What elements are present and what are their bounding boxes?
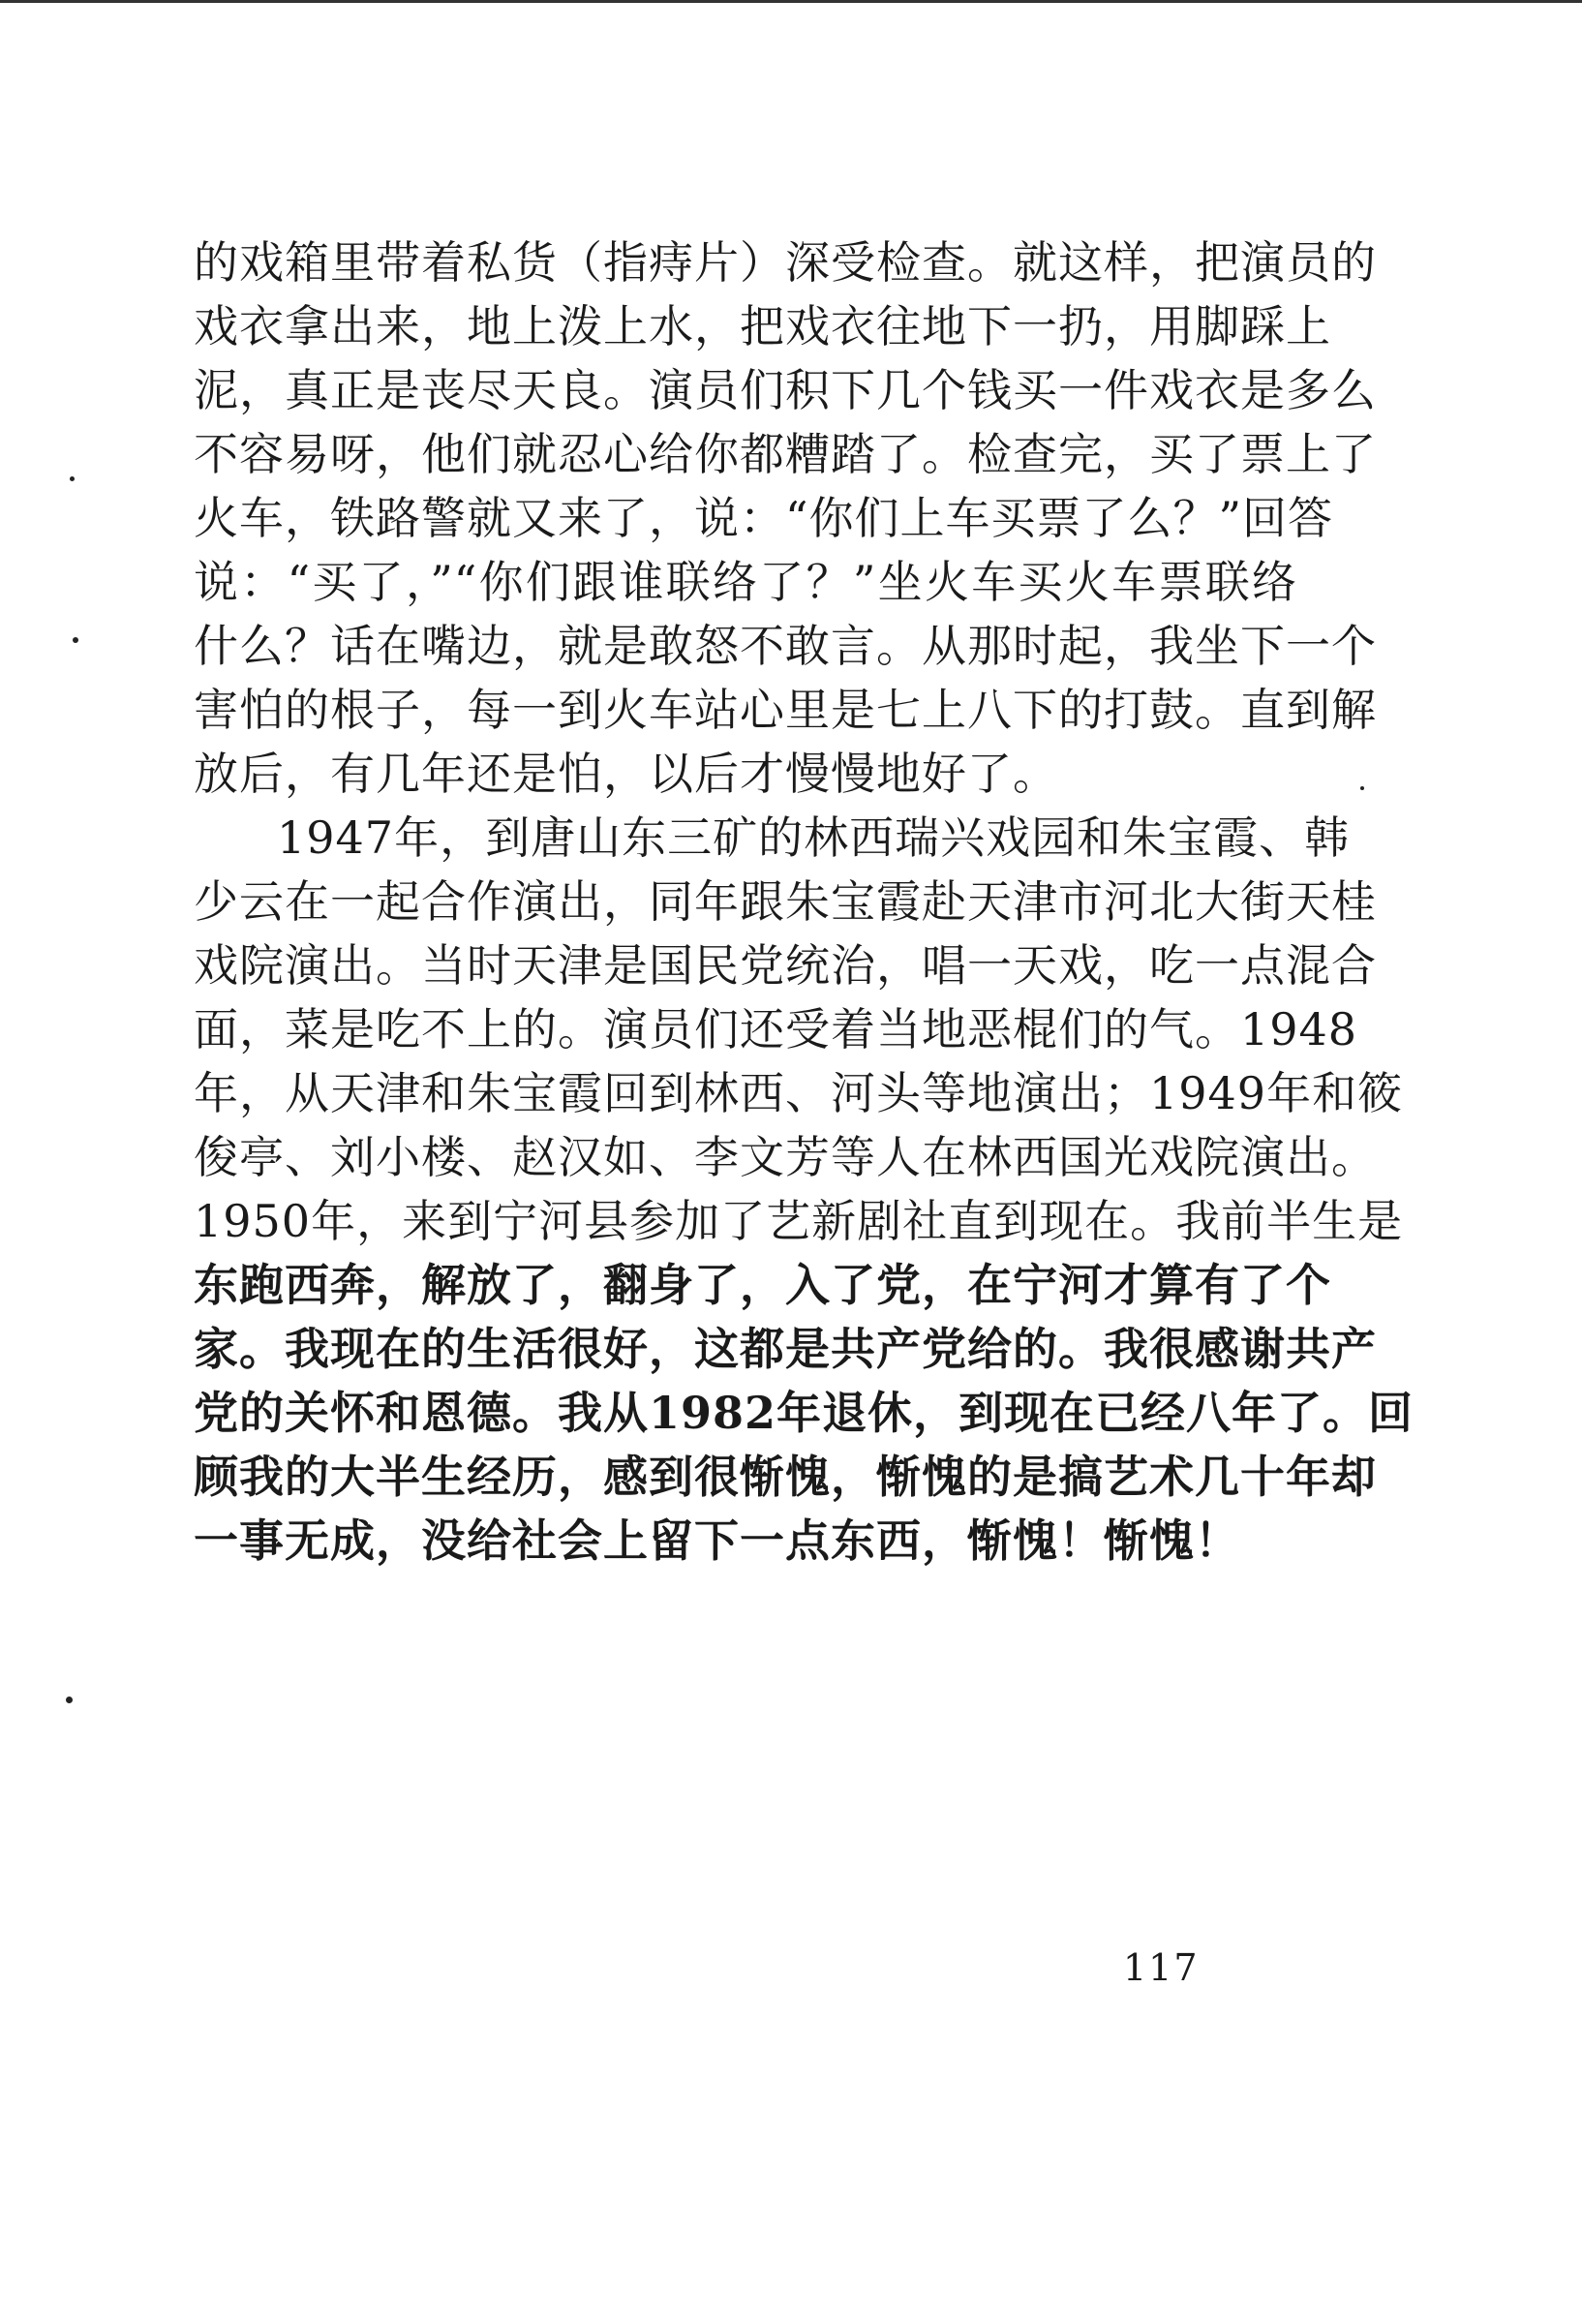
text-line: 1950年，来到宁河县参加了艺新剧社直到现在。我前半生是 (194, 1195, 1404, 1247)
text-line: 1947年，到唐山东三矿的林西瑞兴戏园和朱宝霞、韩 (277, 811, 1351, 864)
text-line: 的戏箱里带着私货（指痔片）深受检查。就这样，把演员的 (194, 236, 1377, 289)
text-line: 说：“买了，”“你们跟谁联络了？”坐火车买火车票联络 (194, 556, 1297, 608)
text-line: 面，菜是吃不上的。演员们还受着当地恶棍们的气。1948 (194, 1003, 1358, 1055)
text-line: 一事无成，没给社会上留下一点东西，惭愧！惭愧！ (194, 1514, 1240, 1567)
text-line: 党的关怀和恩德。我从1982年退休，到现在已经八年了。回 (194, 1387, 1415, 1439)
text-line: 什么？话在嘴边，就是敢怒不敢言。从那时起，我坐下一个 (194, 620, 1377, 672)
text-line: 放后，有几年还是怕，以后才慢慢地好了。 (194, 748, 1058, 800)
scan-speck (66, 1697, 73, 1703)
text-line: 戏衣拿出来，地上泼上水，把戏衣往地下一扔，用脚踩上 (194, 300, 1331, 352)
page-number: 117 (1123, 1946, 1200, 1989)
text-line: 火车，铁路警就又来了，说：“你们上车买票了么？”回答 (194, 492, 1334, 544)
text-line: 害怕的根子，每一到火车站心里是七上八下的打鼓。直到解 (194, 684, 1377, 736)
text-line: 家。我现在的生活很好，这都是共产党给的。我很感谢共产 (194, 1323, 1377, 1375)
text-line: 东跑西奔，解放了，翻身了，入了党，在宁河才算有了个 (194, 1259, 1331, 1311)
text-line: 顾我的大半生经历，感到很惭愧，惭愧的是搞艺术几十年却 (194, 1451, 1377, 1503)
text-line: 年，从天津和朱宝霞回到林西、河头等地演出；1949年和筱 (194, 1067, 1404, 1119)
scan-speck (73, 637, 78, 643)
body-text (194, 230, 1415, 1573)
text-line: 泥，真正是丧尽天良。演员们积下几个钱买一件戏衣是多么 (194, 364, 1377, 416)
text-line: 少云在一起合作演出，同年跟朱宝霞赴天津市河北大街天桂 (194, 875, 1377, 928)
scan-speck (70, 476, 75, 481)
text-line: 戏院演出。当时天津是国民党统治，唱一天戏，吃一点混合 (194, 939, 1377, 992)
scan-speck (1360, 786, 1364, 790)
text-line: 俊亭、刘小楼、赵汉如、李文芳等人在林西国光戏院演出。 (194, 1131, 1377, 1183)
top-border (0, 0, 1582, 3)
text-line: 不容易呀，他们就忍心给你都糟踏了。检查完，买了票上了 (194, 428, 1377, 480)
